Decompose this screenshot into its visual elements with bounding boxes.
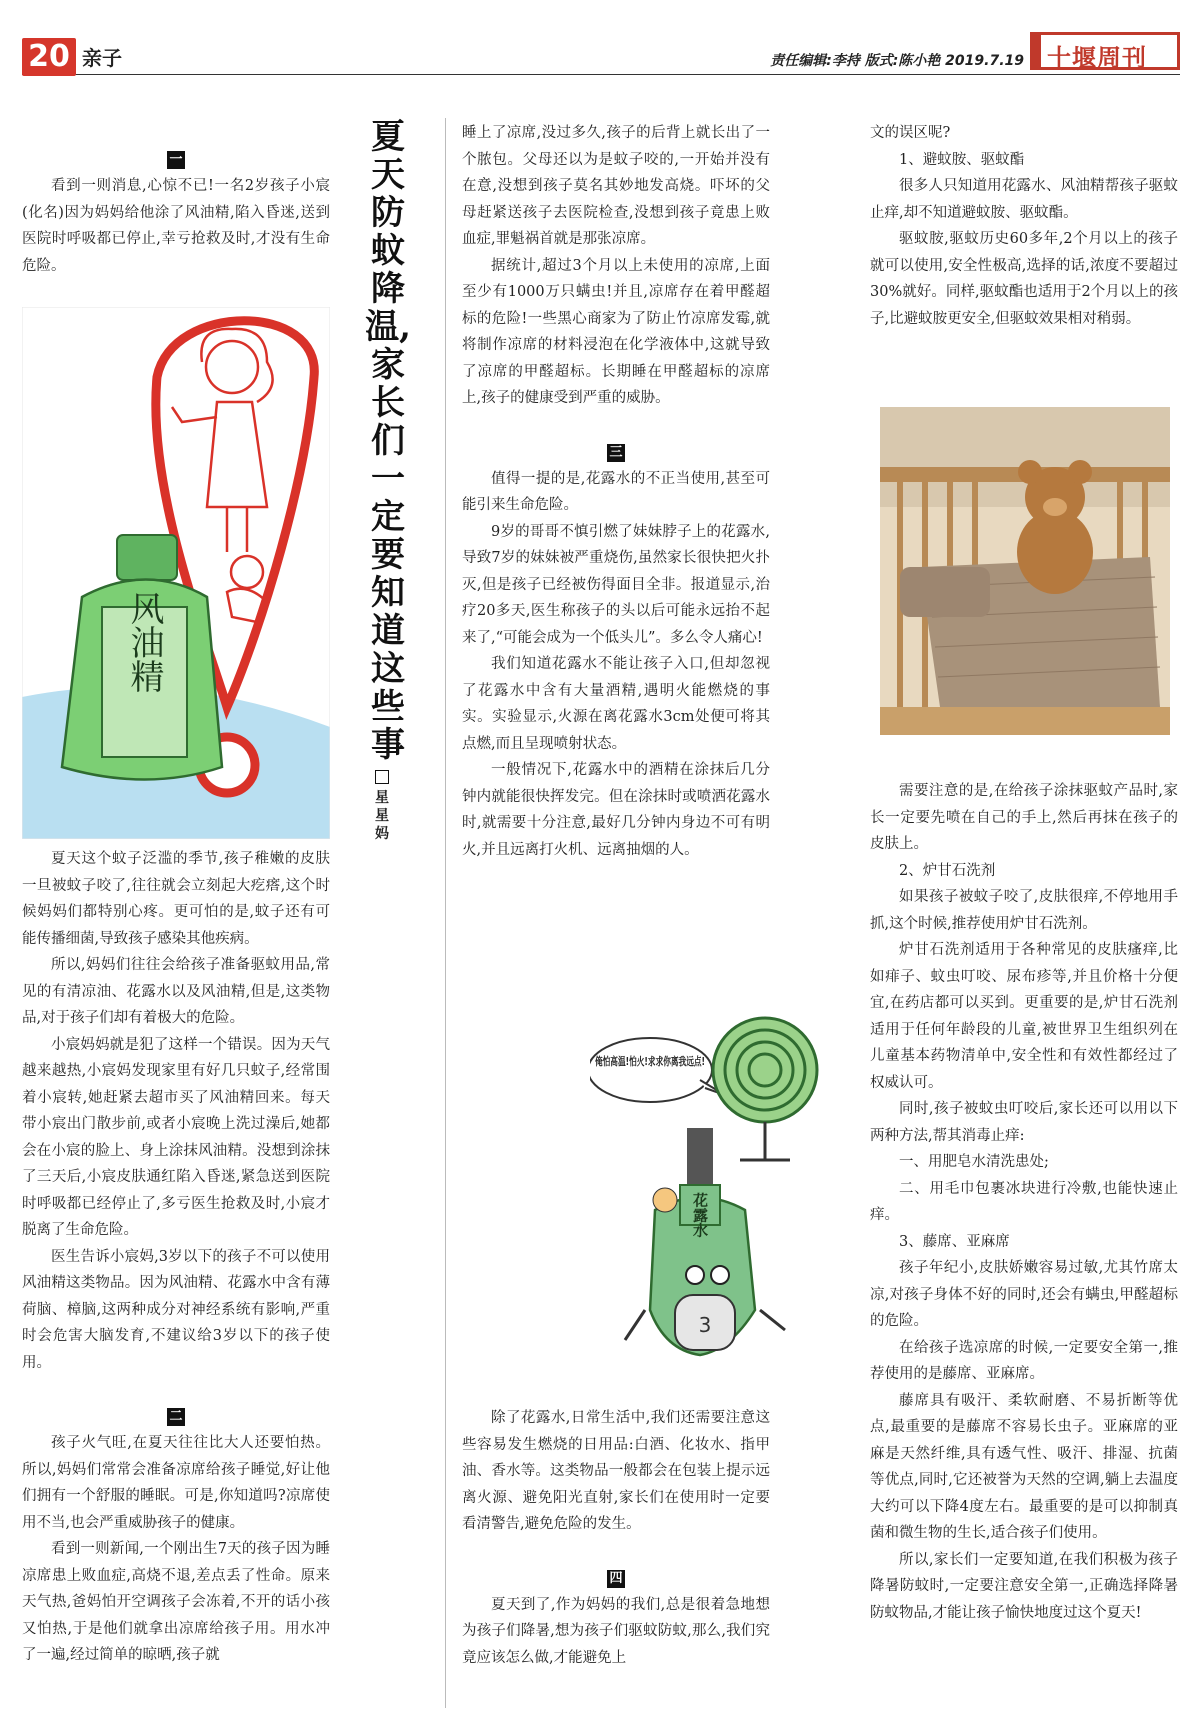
column-1 xyxy=(22,145,330,279)
paragraph: 所以,家长们一定要知道,在我们积极为孩子降暑防蚊时,一定要注意安全第一,正确选择降暑防蚊物品,才能让孩子愉快地度过这个夏天! xyxy=(870,1551,1178,1621)
paragraph: 二、用毛巾包裹冰块进行冷敷,也能快速止痒。 xyxy=(870,1180,1178,1223)
spray-bottle-label: 花露水 xyxy=(691,1192,709,1238)
section-marker: 一 xyxy=(167,151,185,169)
author-box-icon xyxy=(375,770,389,784)
paragraph: 需要注意的是,在给孩子涂抹驱蚊产品时,家长一定要先喷在自己的手上,然后再抹在孩子的皮肤上。 xyxy=(870,783,1178,852)
column-3-lower xyxy=(870,778,1178,1626)
subheading: 1、避蚊胺、驱蚊酯 xyxy=(899,151,1025,168)
paragraph: 值得一提的是,花露水的不正当使用,甚至可能引来生命危险。 xyxy=(462,470,770,513)
article-title: 夏天防蚊降温,家长们一定要知道这些事 xyxy=(365,117,411,765)
paragraph: 藤席具有吸汗、柔软耐磨、不易折断等优点,最重要的是藤席不容易长虫子。亚麻席的亚麻是天然纤维,具有透气性、吸汗、排湿、抗菌等优点,同时,它还被誉为天然的空调,躺上去温度大约可以下降4度左右。最重要的是可以抑制真菌和微生物的生长,适合孩子们使用。 xyxy=(870,1392,1178,1541)
section-marker: 三 xyxy=(607,444,625,462)
paragraph: 如果孩子被蚊子咬了,皮肤很痒,不停地用手抓,这个时候,推荐使用炉甘石洗剂。 xyxy=(870,889,1178,932)
column-2 xyxy=(462,120,770,863)
page-header xyxy=(22,30,1180,75)
paragraph: 孩子年纪小,皮肤娇嫩容易过敏,尤其竹席太凉,对孩子身体不好的同时,还会有螨虫,甲醛超标的危险。 xyxy=(870,1260,1178,1329)
paragraph: 一般情况下,花露水中的酒精在涂抹后几分钟内就能很快挥发完。但在涂抹时或喷洒花露水时,就需要十分注意,最好几分钟内身边不可有明火,并且远离打火机、远离抽烟的人。 xyxy=(462,762,770,858)
paragraph: 同时,孩子被蚊虫叮咬后,家长还可以用以下两种方法,帮其消毒止痒: xyxy=(870,1101,1178,1144)
subheading: 3、藤席、亚麻席 xyxy=(899,1233,1010,1250)
bottle-number: 3 xyxy=(698,1313,712,1337)
section-marker: 四 xyxy=(607,1570,625,1588)
speech-bubble-text: 俺怕高温!怕火!求求你离我远点! xyxy=(595,1055,754,1068)
bottle-label: 风油精 xyxy=(124,591,164,693)
paragraph: 小宸妈妈就是犯了这样一个错误。因为天气越来越热,小宸妈发现家里有好几只蚊子,经常围着小宸转,她赶紧去超市买了风油精回来。每天带小宸出门散步前,或者小宸晚上洗过澡后,她都会在小宸的脸上、身上涂抹风油精。没想到涂抹了三天后,小宸皮肤通红陷入昏迷,紧急送到医院时呼吸都已经停止了,多亏医生抢救及时,小宸才脱离了生命危险。 xyxy=(22,1036,330,1238)
paragraph: 夏天到了,作为妈妈的我们,总是很着急地想为孩子们降暑,想为孩子们驱蚊防蚊,那么,我们究竟应该怎么做,才能避免上 xyxy=(462,1596,770,1666)
paragraph: 睡上了凉席,没过多久,孩子的后背上就长出了一个脓包。父母还以为是蚊子咬的,一开始并没有在意,没想到孩子莫名其妙地发高烧。吓坏的父母赶紧送孩子去医院检查,没想到孩子竟患上败血症,罪魁祸首就是那张凉席。 xyxy=(462,125,770,247)
editor-credits: 责任编辑:李持 版式:陈小艳 2019.7.19 xyxy=(770,53,1024,69)
illustration-hualushui xyxy=(590,1010,830,1400)
paragraph: 除了花露水,日常生活中,我们还需要注意这些容易发生燃烧的日用品:白酒、化妆水、指甲油、香水等。这类物品一般都会在包装上提示远离火源、避免阳光直射,家长们在使用时一定要看清警告,避免危险的发生。 xyxy=(462,1410,770,1532)
publication-logo xyxy=(1030,32,1180,70)
paragraph: 医生告诉小宸妈,3岁以下的孩子不可以使用风油精这类物品。因为风油精、花露水中含有薄荷脑、樟脑,这两种成分对神经系统有影响,严重时会危害大脑发育,不建议给3岁以下的孩子使用。 xyxy=(22,1248,330,1371)
article-author xyxy=(372,770,392,843)
paragraph: 9岁的哥哥不慎引燃了妹妹脖子上的花露水,导致7岁的妹妹被严重烧伤,虽然家长很快把火扑灭,但是孩子已经被伤得面目全非。报道显示,治疗20多天,医生称孩子的头以后可能永远抬不起来了,“可能会成为一个低头儿”。多么令人痛心! xyxy=(462,523,770,646)
section-label: 亲子 xyxy=(82,46,122,70)
subheading: 2、炉甘石洗剂 xyxy=(899,862,996,879)
paragraph: 看到一则消息,心惊不已!一名2岁孩子小宸(化名)因为妈妈给他涂了风油精,陷入昏迷,送到医院时呼吸都已停止,幸亏抢救及时,才没有生命危险。 xyxy=(22,178,330,274)
paragraph: 我们知道花露水不能让孩子入口,但却忽视了花露水中含有大量酒精,遇明火能燃烧的事实。实验显示,火源在离花露水3cm处便可将其点燃,而且呈现喷射状态。 xyxy=(462,656,770,752)
paragraph: 在给孩子选凉席的时候,一定要安全第一,推荐使用的是藤席、亚麻席。 xyxy=(870,1339,1178,1382)
page-number: 20 xyxy=(22,38,76,76)
paragraph: 看到一则新闻,一个刚出生7天的孩子因为睡凉席患上败血症,高烧不退,差点丢了性命。原来天气热,爸妈怕开空调孩子会冻着,不开的话小孩又怕热,于是他们就拿出凉席给孩子用。用水冲了一遍,经过简单的晾晒,孩子就 xyxy=(22,1541,330,1663)
illustration-fengyoujing xyxy=(22,307,330,839)
paragraph: 据统计,超过3个月以上未使用的凉席,上面至少有1000万只螨虫!并且,凉席存在着甲醛超标的危险!一些黑心商家为了防止竹凉席发霉,就将制作凉席的材料浸泡在化学液体中,这就导致了凉席的甲醛超标。长期睡在甲醛超标的凉席上,孩子的健康受到严重的威胁。 xyxy=(462,257,770,406)
column-3 xyxy=(870,120,1178,332)
paragraph: 一、用肥皂水清洗患处; xyxy=(899,1154,1049,1170)
paragraph: 夏天这个蚊子泛滥的季节,孩子稚嫩的皮肤一旦被蚊子咬了,往往就会立刻起大疙瘩,这个时候妈妈们都特别心疼。更可怕的是,蚊子还有可能传播细菌,导致孩子感染其他疾病。 xyxy=(22,851,330,947)
paragraph: 很多人只知道用花露水、风油精帮孩子驱蚊止痒,却不知道避蚊胺、驱蚊酯。 xyxy=(870,178,1178,221)
paragraph: 孩子火气旺,在夏天往往比大人还要怕热。所以,妈妈们常常会准备凉席给孩子睡觉,好让他们拥有一个舒服的睡眠。可是,你知道吗?凉席使用不当,也会严重威胁孩子的健康。 xyxy=(22,1435,330,1531)
section-marker: 二 xyxy=(167,1408,185,1426)
author-name: 星星妈 xyxy=(375,790,389,842)
column-1-lower xyxy=(22,846,330,1669)
column-divider xyxy=(445,118,446,1708)
paragraph: 所以,妈妈们往往会给孩子准备驱蚊用品,常见的有清凉油、花露水以及风油精,但是,这类物品,对于孩子们却有着极大的危险。 xyxy=(22,957,330,1026)
photo-crib-with-mat xyxy=(880,407,1170,735)
column-2-lower xyxy=(462,1405,770,1671)
paragraph: 炉甘石洗剂适用于各种常见的皮肤瘙痒,比如痱子、蚊虫叮咬、尿布疹等,并且价格十分便宜,在药店都可以买到。更重要的是,炉甘石洗剂适用于任何年龄段的儿童,被世界卫生组织列在儿童基本药物清单中,安全性和有效性都经过了权威认可。 xyxy=(870,942,1178,1091)
paragraph: 驱蚊胺,驱蚊历史60多年,2个月以上的孩子就可以使用,安全性极高,选择的话,浓度不要超过30%就好。同样,驱蚊酯也适用于2个月以上的孩子,比避蚊胺更安全,但驱蚊效果相对稍弱。 xyxy=(870,231,1178,327)
paragraph: 文的误区呢? xyxy=(870,125,951,141)
logo-text: 十堰周刊 xyxy=(1047,43,1147,72)
